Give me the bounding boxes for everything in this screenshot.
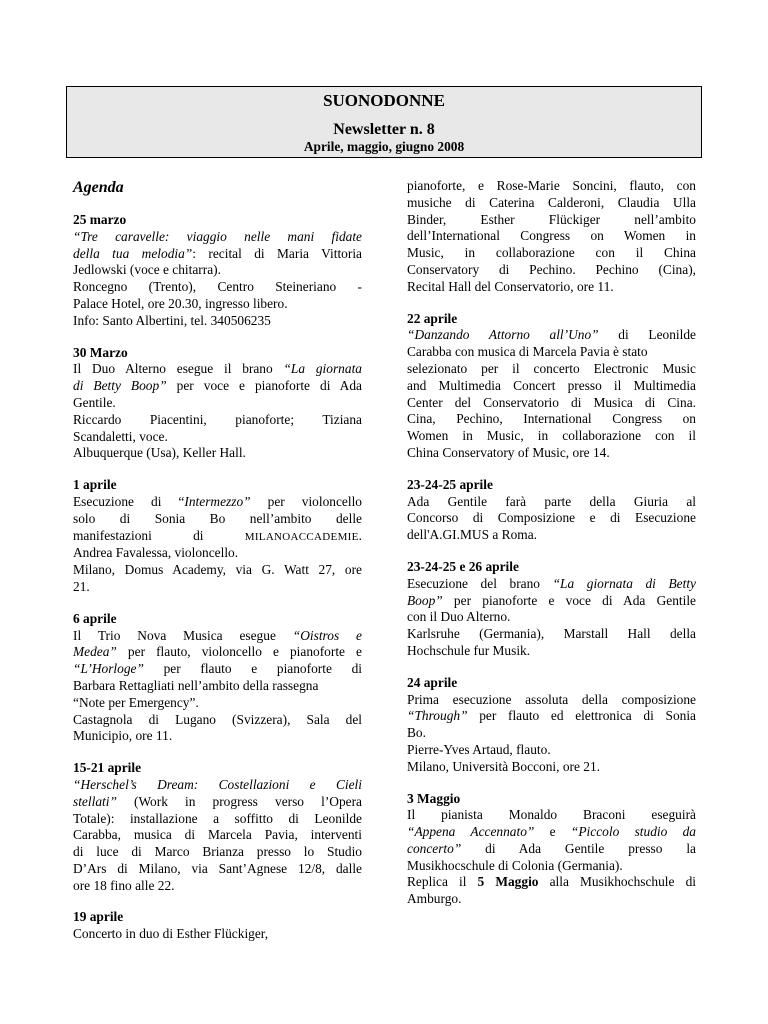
entry-line: [407, 344, 696, 361]
entry-date: 24 aprile: [407, 674, 458, 690]
entry-line: [407, 643, 696, 660]
entry-line: [407, 891, 696, 908]
entry-line: [73, 811, 362, 828]
entry-text: “Note per Emergency”.: [73, 694, 199, 710]
entry-line: [73, 511, 362, 528]
agenda-entry: [73, 909, 362, 943]
entry-text: per flauto, violoncello e pianoforte e: [116, 644, 362, 660]
entry-line: [73, 562, 362, 579]
entry-text: “Danzando Attorno all’Uno”: [407, 327, 599, 343]
entry-date: 19 aprile: [73, 909, 124, 925]
entry-line: [73, 361, 362, 378]
entry-line: [73, 378, 362, 395]
entry-text: Il pianista Monaldo Braconi eseguirà: [407, 807, 696, 823]
entry-text: dell’International Congress on Women in: [407, 228, 696, 244]
entry-text: Recital Hall del Conservatorio, ore 11.: [407, 278, 614, 294]
entry-text: musiche di Caterina Calderoni, Claudia Ulla: [407, 194, 696, 210]
entry-line: [407, 576, 696, 593]
agenda-entry: [73, 345, 362, 463]
entry-line: [73, 262, 362, 279]
entry-line: [73, 661, 362, 678]
entry-date: 25 marzo: [73, 212, 127, 227]
entry-text: China Conservatory of Music, ore 14.: [407, 444, 610, 460]
entry-text: Andrea Favalessa, violoncello.: [73, 545, 239, 561]
entry-line: [407, 858, 696, 875]
entry-line: [407, 279, 696, 296]
entry-text: Center del Conservatorio di Musica di Cina.: [407, 394, 696, 410]
entry-text: Milano, Università Bocconi, ore 21.: [407, 758, 601, 774]
entry-text: Hochschule fur Musik.: [407, 642, 531, 658]
entry-date: 22 aprile: [407, 310, 458, 326]
entry-text: pianoforte, e Rose-Marie Soncini, flauto, con: [407, 178, 696, 193]
entry-line: [73, 528, 362, 546]
entry-line: [407, 609, 696, 626]
entry-line: [407, 742, 696, 759]
entry-line: [407, 692, 696, 709]
entry-text: Barbara Rettagliati nell’ambito della rassegna: [73, 677, 319, 693]
entry-line: [407, 626, 696, 643]
entry-line: [73, 246, 362, 263]
entry-text: Medea”: [73, 644, 117, 660]
entry-date: 1 aprile: [73, 477, 117, 493]
entry-date: 3 Maggio: [407, 790, 461, 806]
entry-line: [407, 759, 696, 776]
entry-text: solo di Sonia Bo nell’ambito delle: [73, 510, 362, 526]
entry-line: [407, 228, 696, 245]
entry-line: [407, 708, 696, 725]
right-column: [407, 178, 696, 923]
entry-text: Milano, Domus Academy, via G. Watt 27, ore: [73, 562, 362, 578]
agenda-entry: [73, 477, 362, 596]
entry-text: Cina, Pechino, International Congress on: [407, 411, 696, 427]
entry-line: [407, 378, 696, 395]
entry-text: selezionato per il concerto Electronic Music: [407, 360, 696, 376]
entry-text: Bo.: [407, 725, 426, 741]
entry-date: 30 Marzo: [73, 344, 128, 360]
entry-text: Roncegno (Trento), Centro Steineriano -: [73, 279, 362, 295]
entry-line: [407, 841, 696, 858]
entry-line: [73, 695, 362, 712]
entry-line: [407, 262, 696, 279]
entry-text: ore 18 fino alle 22.: [73, 877, 175, 893]
entry-line: [407, 824, 696, 841]
entry-line: [407, 361, 696, 378]
entry-line: [73, 313, 362, 330]
entry-text: manifestazioni di: [73, 527, 245, 543]
entry-text: Prima esecuzione assoluta della composizione: [407, 691, 696, 707]
entry-text: Jedlowski (voce e chitarra).: [73, 262, 221, 278]
entry-text: Musikhocschule di Colonia (Germania).: [407, 857, 623, 873]
entry-text: 21.: [73, 578, 90, 594]
entry-text: “Through”: [407, 708, 468, 724]
entry-line: [73, 678, 362, 695]
entry-line: [73, 827, 362, 844]
entry-text: Info: Santo Albertini, tel. 340506235: [73, 312, 271, 328]
entry-text: Intermezzo”: [184, 493, 251, 509]
entry-text: Ada Gentile farà parte della Giuria al: [407, 493, 696, 509]
entry-text: “Tre caravelle: viaggio nelle mani fidate: [73, 228, 362, 244]
entry-line: [73, 579, 362, 596]
entry-text: “La giornata: [283, 361, 362, 377]
entry-line: [407, 725, 696, 742]
entry-line: [407, 395, 696, 412]
entry-text: Scandaletti, voce.: [73, 428, 168, 444]
entry-date: 23-24-25 aprile: [407, 476, 493, 492]
entry-text: per voce e pianoforte di Ada: [166, 378, 362, 394]
entry-text: 5 Maggio: [477, 874, 539, 890]
entry-text: stellati”: [73, 793, 117, 809]
newsletter-number: Newsletter n. 8: [333, 121, 435, 138]
entry-line: [73, 777, 362, 794]
entry-text: MILANOACCADEMIE: [244, 530, 359, 543]
agenda-entry: [407, 477, 696, 544]
entry-line: [73, 395, 362, 412]
entry-text: Riccardo Piacentini, pianoforte; Tiziana: [73, 411, 362, 427]
entry-text: “Herschel’s Dream: Costellazioni e Cieli: [73, 776, 362, 792]
entry-text: “L’Horloge”: [73, 661, 144, 677]
newsletter-period: Aprile, maggio, giugno 2008: [303, 139, 465, 154]
entry-line: [73, 728, 362, 745]
entry-line: [407, 195, 696, 212]
entry-text: Il Trio Nova Musica esegue: [73, 627, 293, 643]
entry-text: Concorso di Composizione e di Esecuzione: [407, 510, 696, 526]
entry-line: [407, 411, 696, 428]
entry-text: di Betty Boop”: [73, 378, 167, 394]
entry-text: .: [358, 527, 362, 543]
entry-text: “Piccolo studio da: [570, 824, 696, 840]
agenda-entry: [407, 311, 696, 462]
entry-line: [407, 212, 696, 229]
newsletter-header: [66, 86, 702, 158]
entry-line: [407, 445, 696, 462]
entry-text: Replica il: [407, 874, 478, 890]
entry-line: [407, 807, 696, 824]
entry-text: and Multimedia Concert presso il Multimedia: [407, 377, 696, 393]
entry-text: della tua melodia”: [73, 245, 193, 261]
entry-date: 6 aprile: [73, 610, 117, 626]
entry-text: per pianoforte e voce di Ada Gentile: [442, 592, 696, 608]
entry-line: [407, 527, 696, 544]
entry-text: per violoncello: [250, 493, 362, 509]
agenda-entry: [407, 791, 696, 909]
entry-text: Music, in collaborazione con il China: [407, 245, 696, 261]
entry-text: D’Ars di Milano, via Sant’Agnese 12/8, dalle: [73, 860, 362, 876]
entry-line: [73, 644, 362, 661]
entry-line: [407, 428, 696, 445]
agenda-entry: [407, 178, 696, 296]
entry-text: “Appena Accennato”: [407, 824, 535, 840]
entry-text: Amburgo.: [407, 891, 462, 907]
entry-text: Carabba, musica di Marcela Pavia, interventi: [73, 827, 362, 843]
entry-text: Boop”: [407, 592, 443, 608]
agenda-entry: [73, 611, 362, 745]
entry-text: Women in Music, in collaborazione con il: [407, 428, 696, 444]
entry-line: [73, 878, 362, 895]
entry-line: [73, 844, 362, 861]
entry-text: alla Musikhochschule di: [538, 874, 696, 890]
left-column: [73, 178, 362, 958]
entry-line: [73, 861, 362, 878]
entry-line: [407, 874, 696, 891]
entry-text: : recital di Maria Vittoria: [192, 245, 362, 261]
entry-text: Conservatory di Pechino. Pechino (Cina),: [407, 261, 696, 277]
entry-text: dell'A.GI.MUS a Roma.: [407, 527, 537, 543]
agenda-heading: Agenda: [73, 179, 124, 196]
entry-text: Municipio, ore 11.: [73, 728, 173, 744]
entry-line: [407, 593, 696, 610]
agenda-entry: [407, 559, 696, 660]
entry-text: “La giornata di Betty: [552, 575, 696, 591]
entry-text: Il Duo Alterno esegue il brano: [73, 361, 284, 377]
entry-text: Karlsruhe (Germania), Marstall Hall della: [407, 626, 696, 642]
entry-text: con il Duo Alterno.: [407, 609, 511, 625]
entry-text: di luce di Marco Brianza presso lo Studio: [73, 844, 362, 860]
entry-line: [73, 296, 362, 313]
entry-text: per flauto e pianoforte di: [143, 661, 362, 677]
entry-line: [73, 445, 362, 462]
agenda-entry: [407, 675, 696, 776]
entry-date: 23-24-25 e 26 aprile: [407, 558, 519, 574]
entry-text: per flauto ed elettronica di Sonia: [467, 708, 696, 724]
entry-line: [73, 794, 362, 811]
entry-line: [73, 628, 362, 645]
entry-text: Totale): installazione a soffitto di Leonilde: [73, 810, 362, 826]
entry-line: [73, 229, 362, 246]
entry-text: Esecuzione del brano: [407, 575, 553, 591]
entry-text: (Work in progress verso l’Opera: [116, 793, 362, 809]
entry-line: [73, 494, 362, 511]
entry-line: [73, 412, 362, 429]
entry-text: Castagnola di Lugano (Svizzera), Sala del: [73, 711, 362, 727]
entry-date: 15-21 aprile: [73, 760, 142, 776]
entry-text: Palace Hotel, ore 20.30, ingresso libero.: [73, 295, 288, 311]
entry-text: “Oistros e: [292, 627, 362, 643]
entry-line: [407, 245, 696, 262]
entry-text: Pierre-Yves Artaud, flauto.: [407, 741, 551, 757]
entry-line: [407, 494, 696, 511]
entry-text: Gentile.: [73, 394, 116, 410]
entry-text: e: [534, 824, 571, 840]
entry-text: Binder, Esther Flückiger nell’ambito: [407, 211, 696, 227]
entry-text: concerto”: [407, 840, 462, 856]
newsletter-title: SUONODONNE: [323, 91, 445, 110]
entry-text: Albuquerque (Usa), Keller Hall.: [73, 445, 246, 461]
entry-line: [73, 712, 362, 729]
entry-text: Carabba con musica di Marcela Pavia è stato: [407, 344, 648, 360]
entry-line: [407, 327, 696, 344]
entry-text: di Leonilde: [598, 327, 696, 343]
entry-line: [73, 279, 362, 296]
entry-text: Esecuzione di “: [73, 493, 185, 509]
entry-line: [73, 429, 362, 446]
entry-text: Concerto in duo di Esther Flückiger,: [73, 926, 269, 942]
agenda-entry: [73, 212, 362, 330]
entry-line: [407, 178, 696, 195]
agenda-entry: [73, 760, 362, 894]
entry-text: di Ada Gentile presso la: [461, 840, 696, 856]
entry-line: [73, 926, 362, 943]
entry-line: [73, 545, 362, 562]
entry-line: [407, 510, 696, 527]
